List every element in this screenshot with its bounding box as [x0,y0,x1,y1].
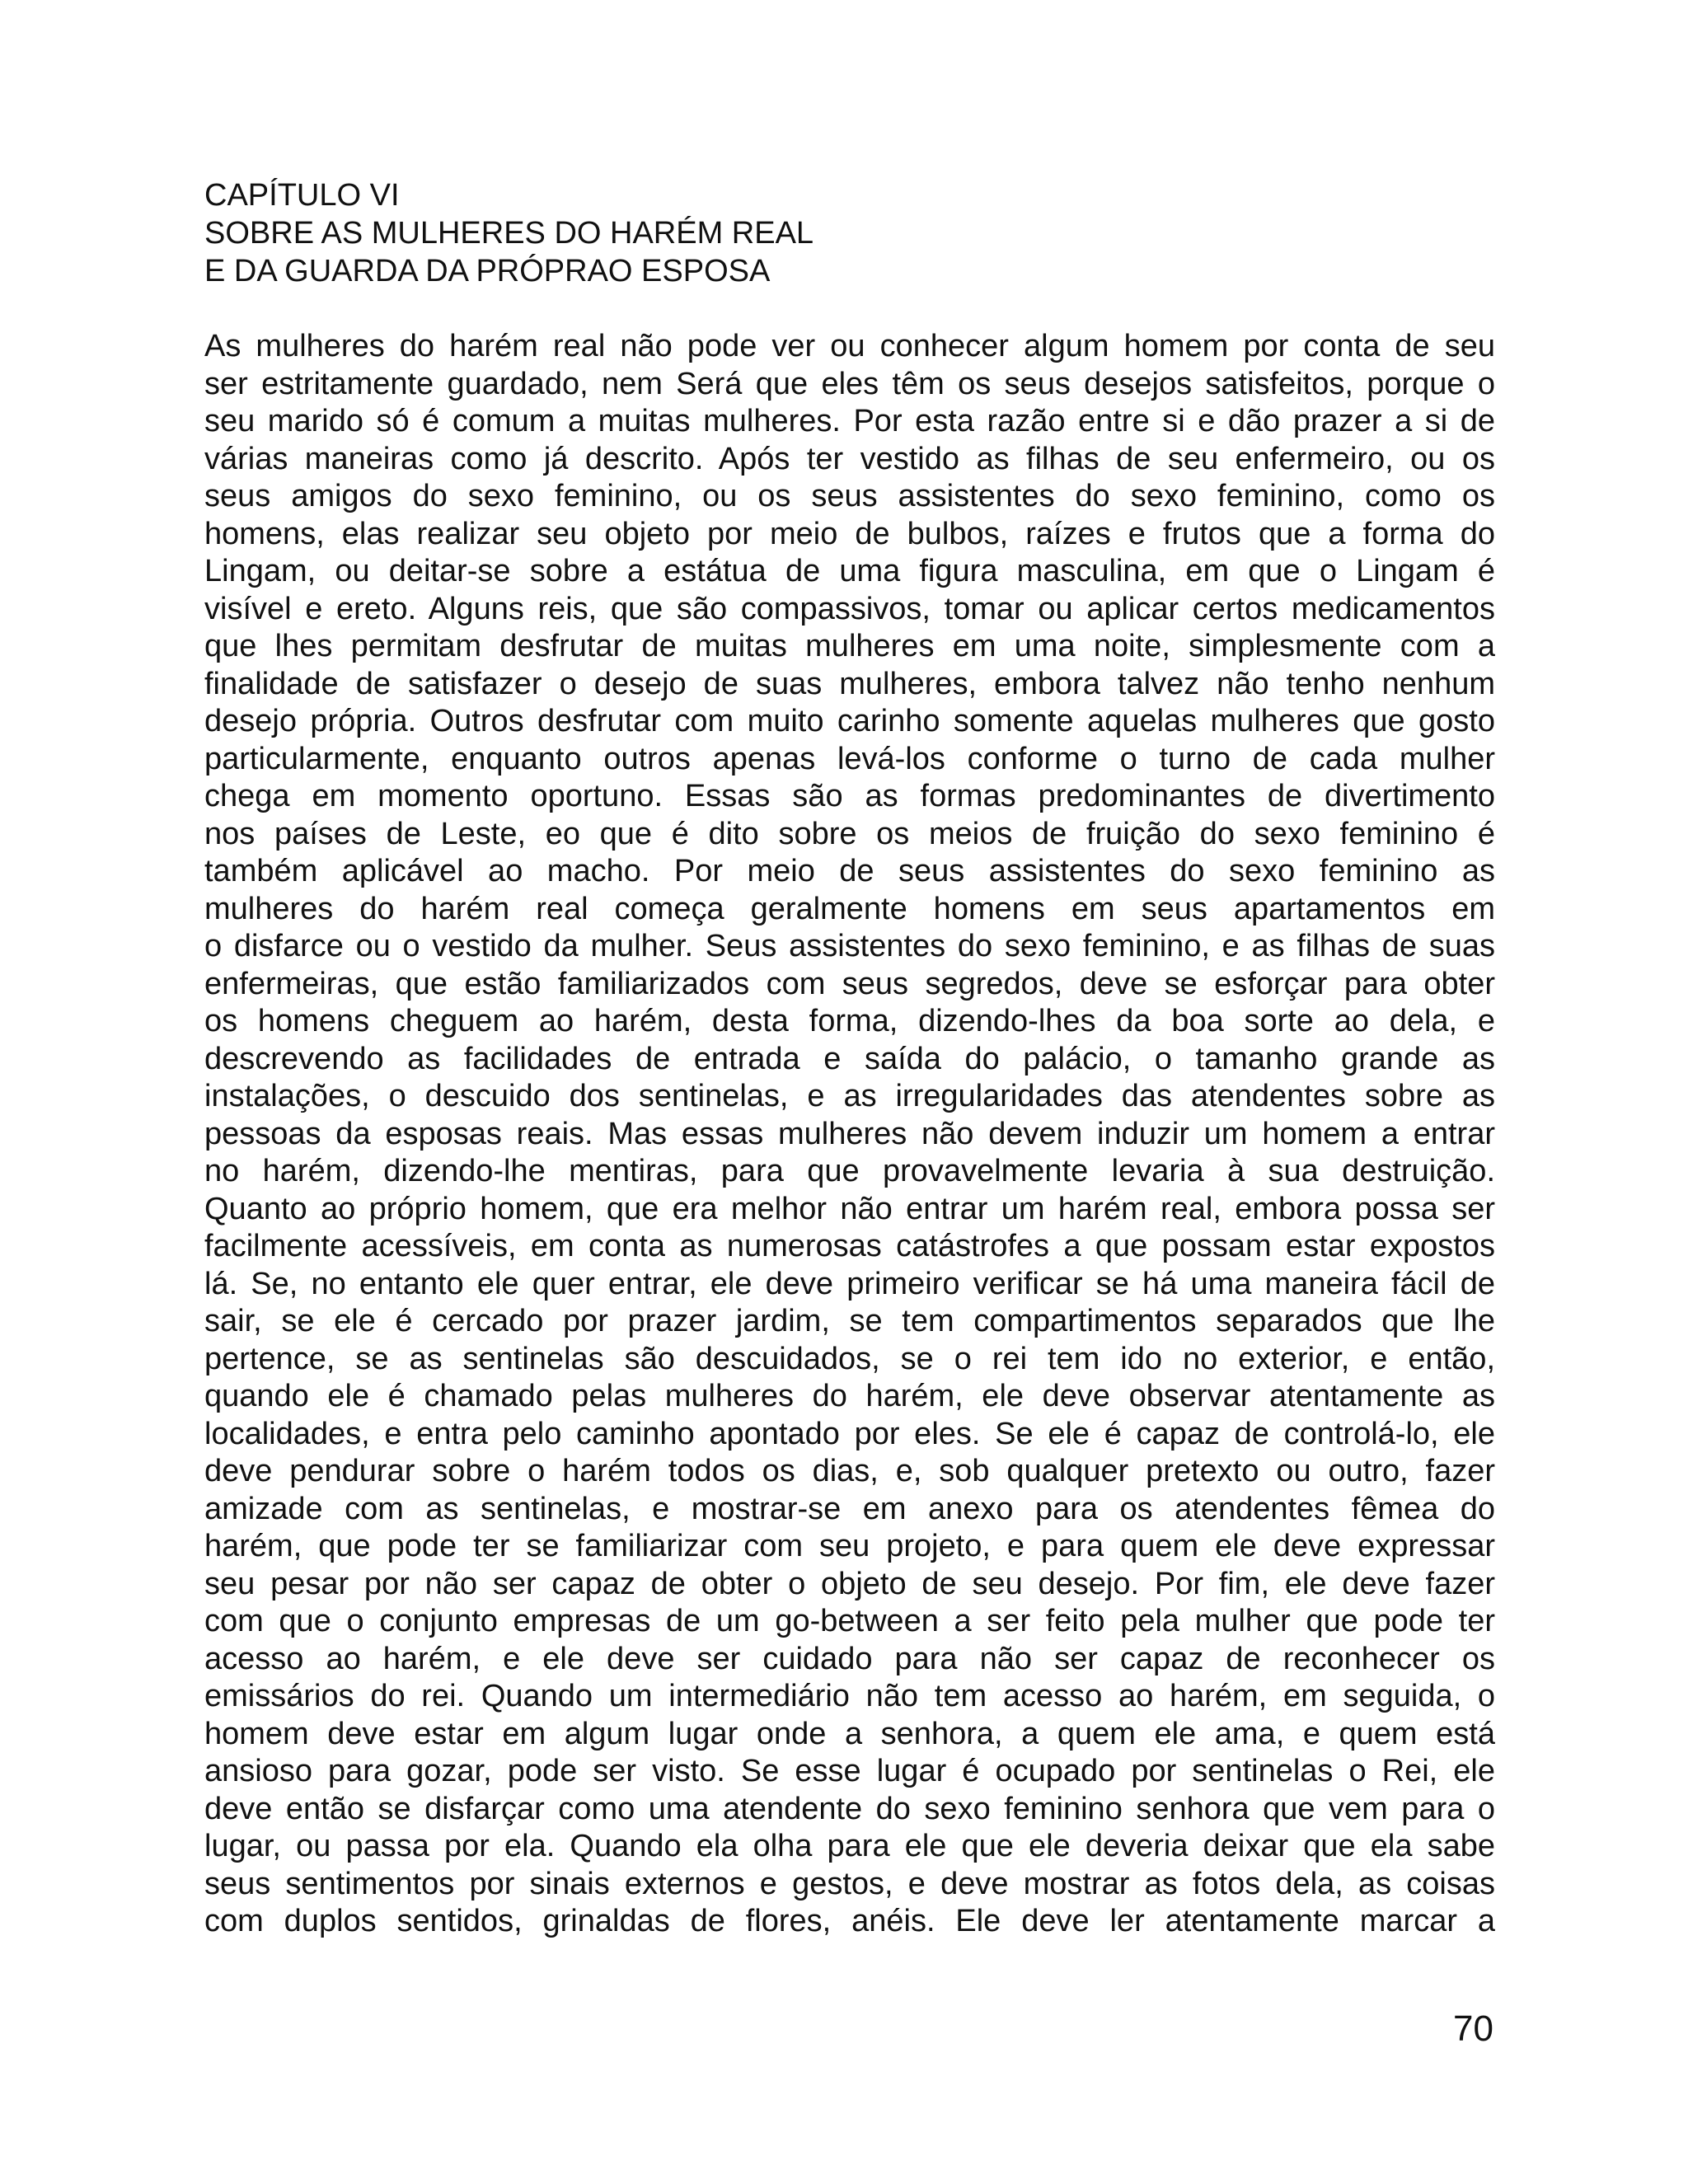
body-line: que lhes permitam desfrutar de muitas mulheres em uma noite, simplesmente com a [204,629,1495,663]
body-line: mulheres do harém real começa geralmente homens em seus apartamentos em [204,891,1495,926]
body-line: também aplicável ao macho. Por meio de seus assistentes do sexo feminino as [204,854,1495,888]
body-line: seu pesar por não ser capaz de obter o objeto de seu desejo. Por fim, ele deve fazer [204,1566,1495,1601]
body-line: nos países de Leste, eo que é dito sobre os meios de fruição do sexo feminino é [204,816,1495,851]
body-line: ser estritamente guardado, nem Será que eles têm os seus desejos satisfeitos, porque o [204,366,1495,401]
body-line: facilmente acessíveis, em conta as numerosas catástrofes a que possam estar expostos [204,1229,1495,1263]
body-line: acesso ao harém, e ele deve ser cuidado para não ser capaz de reconhecer os [204,1641,1495,1676]
body-line: Lingam, ou deitar-se sobre a estátua de uma figura masculina, em que o Lingam é [204,554,1495,588]
chapter-heading [204,176,1490,290]
body-line: com duplos sentidos, grinaldas de flores, anéis. Ele deve ler atentamente marcar a [204,1904,1495,1938]
body-line: visível e ereto. Alguns reis, que são compassivos, tomar ou aplicar certos medicamentos [204,591,1495,626]
chapter-title-line-1: SOBRE AS MULHERES DO HARÉM REAL [204,216,814,251]
body-line: particularmente, enquanto outros apenas levá-los conforme o turno de cada mulher [204,741,1495,776]
body-line: pertence, se as sentinelas são descuidados, se o rei tem ido no exterior, e então, [204,1341,1495,1376]
chapter-title-line-2: E DA GUARDA DA PRÓPRAO ESPOSA [204,254,771,288]
body-line: pessoas da esposas reais. Mas essas mulheres não devem induzir um homem a entrar [204,1116,1495,1151]
body-line: seus amigos do sexo feminino, ou os seus assistentes do sexo feminino, como os [204,479,1495,513]
body-line: seu marido só é comum a muitas mulheres. Por esta razão entre si e dão prazer a si de [204,404,1495,438]
body-line: seus sentimentos por sinais externos e gestos, e deve mostrar as fotos dela, as coisas [204,1866,1495,1901]
body-paragraph [204,328,1495,1941]
body-line: com que o conjunto empresas de um go-between a ser feito pela mulher que pode ter [204,1604,1495,1638]
body-line: sair, se ele é cercado por prazer jardim, se tem compartimentos separados que lhe [204,1304,1495,1338]
body-line: lugar, ou passa por ela. Quando ela olha para ele que ele deveria deixar que ela sabe [204,1829,1495,1863]
page-number: 70 [1453,2008,1493,2049]
body-line: deve então se disfarçar como uma atendente do sexo feminino senhora que vem para o [204,1791,1495,1826]
body-line: deve pendurar sobre o harém todos os dias, e, sob qualquer pretexto ou outro, fazer [204,1454,1495,1488]
body-line: homem deve estar em algum lugar onde a senhora, a quem ele ama, e quem está [204,1716,1495,1751]
body-line: descrevendo as facilidades de entrada e saída do palácio, o tamanho grande as [204,1041,1495,1076]
body-line: finalidade de satisfazer o desejo de suas mulheres, embora talvez não tenho nenhum [204,666,1495,701]
body-line: quando ele é chamado pelas mulheres do harém, ele deve observar atentamente as [204,1379,1495,1413]
body-line: harém, que pode ter se familiarizar com seu projeto, e para quem ele deve expressar [204,1529,1495,1563]
body-line: os homens cheguem ao harém, desta forma, dizendo-lhes da boa sorte ao dela, e [204,1004,1495,1038]
body-line: chega em momento oportuno. Essas são as formas predominantes de divertimento [204,779,1495,813]
body-line: amizade com as sentinelas, e mostrar-se em anexo para os atendentes fêmea do [204,1491,1495,1526]
body-line: ansioso para gozar, pode ser visto. Se esse lugar é ocupado por sentinelas o Rei, ele [204,1754,1495,1788]
body-line: Quanto ao próprio homem, que era melhor não entrar um harém real, embora possa ser [204,1191,1495,1226]
body-line: lá. Se, no entanto ele quer entrar, ele deve primeiro verificar se há uma maneira fácil de [204,1266,1495,1301]
body-line: As mulheres do harém real não pode ver ou conhecer algum homem por conta de seu [204,329,1495,363]
body-line: homens, elas realizar seu objeto por meio de bulbos, raízes e frutos que a forma do [204,516,1495,551]
chapter-number: CAPÍTULO VI [204,178,400,213]
body-line: várias maneiras como já descrito. Após ter vestido as filhas de seu enfermeiro, ou os [204,441,1495,476]
body-line: desejo própria. Outros desfrutar com muito carinho somente aquelas mulheres que gosto [204,704,1495,738]
body-line: instalações, o descuido dos sentinelas, e as irregularidades das atendentes sobre as [204,1079,1495,1113]
body-line: enfermeiras, que estão familiarizados com seus segredos, deve se esforçar para obter [204,966,1495,1001]
body-line: localidades, e entra pelo caminho apontado por eles. Se ele é capaz de controlá-lo, ele [204,1416,1495,1451]
body-line: o disfarce ou o vestido da mulher. Seus assistentes do sexo feminino, e as filhas de suas [204,929,1495,963]
body-line: no harém, dizendo-lhe mentiras, para que provavelmente levaria à sua destruição. [204,1154,1495,1188]
body-line: emissários do rei. Quando um intermediário não tem acesso ao harém, em seguida, o [204,1679,1495,1713]
